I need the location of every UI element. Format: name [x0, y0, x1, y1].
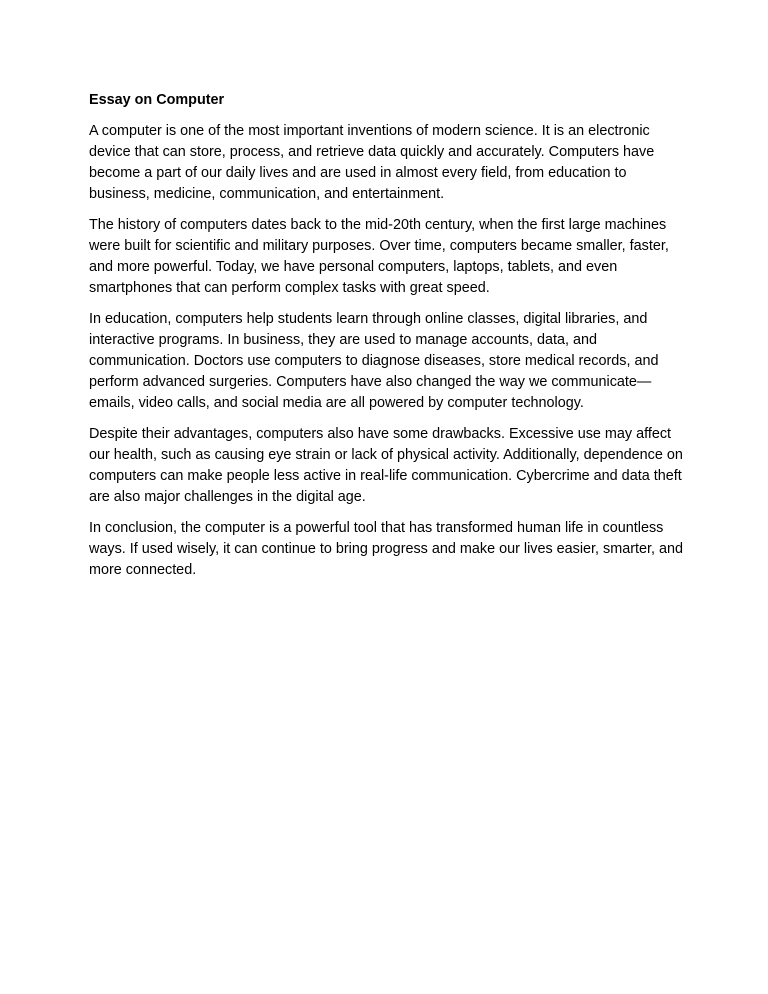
paragraph-introduction: A computer is one of the most important inventions of modern science. It is an electronic device that can store, process, and retrieve data quickly and accurately. Computers have become a part of our daily lives and are used in almost every field, from education to business, medicine, communication, and entertainment. — [89, 123, 655, 202]
document-body — [89, 90, 689, 591]
paragraph-uses: In education, computers help students learn through online classes, digital libraries, and interactive programs. In business, they are used to manage accounts, data, and communication. Doctors use computers to diagnose diseases, store medical records, and perform advanced surgeries. Computers have also changed the way we communicate—emails, video calls, and social media are all powered by computer technology. — [89, 311, 659, 411]
paragraph-drawbacks: Despite their advantages, computers also have some drawbacks. Excessive use may affect our health, such as causing eye strain or lack of physical activity. Additionally, dependence on computers can make people less active in real-life communication. Cybercrime and data theft are also major challenges in the digital age. — [89, 426, 683, 505]
paragraph-history: The history of computers dates back to the mid-20th century, when the first large machines were built for scientific and military purposes. Over time, computers became smaller, faster, and more powerful. Today, we have personal computers, laptops, tablets, and even smartphones that can perform complex tasks with great speed. — [89, 217, 669, 296]
paragraph-conclusion: In conclusion, the computer is a powerful tool that has transformed human life in countless ways. If used wisely, it can continue to bring progress and make our lives easier, smarter, and more connected. — [89, 520, 684, 578]
essay-title: Essay on Computer — [89, 92, 225, 108]
